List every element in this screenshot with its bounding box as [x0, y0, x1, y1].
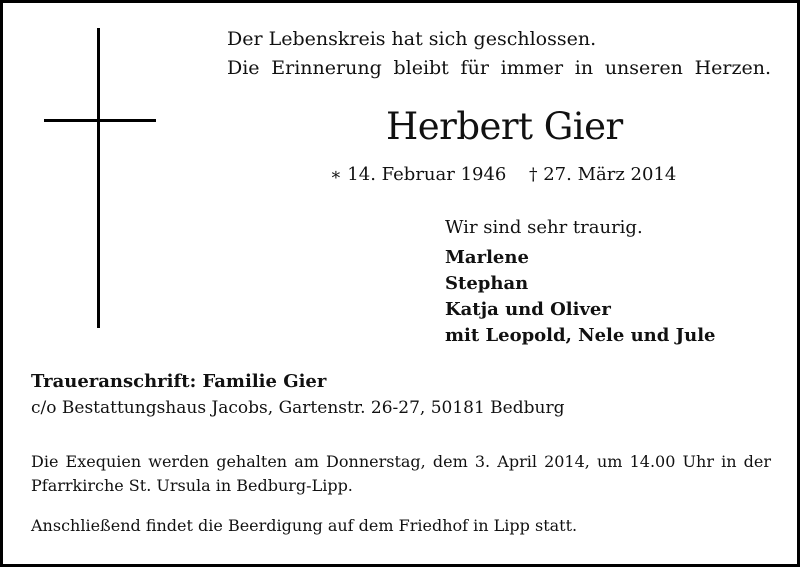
death-date-group [529, 164, 676, 185]
mourner-name: Katja und Oliver [445, 299, 611, 320]
service-line-1: Die Exequien werden gehalten am Donnerstag, dem 3. April 2014, um 14.00 Uhr in der [31, 452, 771, 471]
burial-info: Anschließend findet die Beerdigung auf dem Friedhof in Lipp statt. [31, 516, 578, 535]
mourners-intro: Wir sind sehr traurig. [445, 217, 643, 238]
birth-date-group [330, 162, 529, 188]
death-cross-icon: † [529, 165, 538, 185]
service-info [31, 450, 771, 498]
birth-date: 14. Februar 1946 [347, 164, 507, 185]
address-line: c/o Bestattungshaus Jacobs, Gartenstr. 26-27, 50181 Bedburg [31, 398, 565, 418]
motto-line-1: Der Lebenskreis hat sich geschlossen. [227, 28, 597, 50]
motto-line-2: Die Erinnerung bleibt für immer in unseren Herzen. [227, 57, 771, 79]
mourner-name: Marlene [445, 247, 529, 268]
life-dates [330, 162, 676, 188]
cross-icon [97, 28, 100, 328]
cross-icon-bar [44, 119, 156, 122]
deceased-name: Herbert Gier [386, 105, 623, 148]
service-line-2: Pfarrkirche St. Ursula in Bedburg-Lipp. [31, 476, 353, 495]
motto [227, 25, 771, 83]
mourner-name: mit Leopold, Nele und Jule [445, 325, 716, 346]
address-title: Traueranschrift: Familie Gier [31, 371, 327, 392]
mourners-block [445, 215, 716, 349]
mourner-name: Stephan [445, 273, 529, 294]
birth-star-icon: ∗ [330, 165, 342, 185]
mourning-address [31, 369, 564, 421]
death-date: 27. März 2014 [543, 164, 677, 185]
